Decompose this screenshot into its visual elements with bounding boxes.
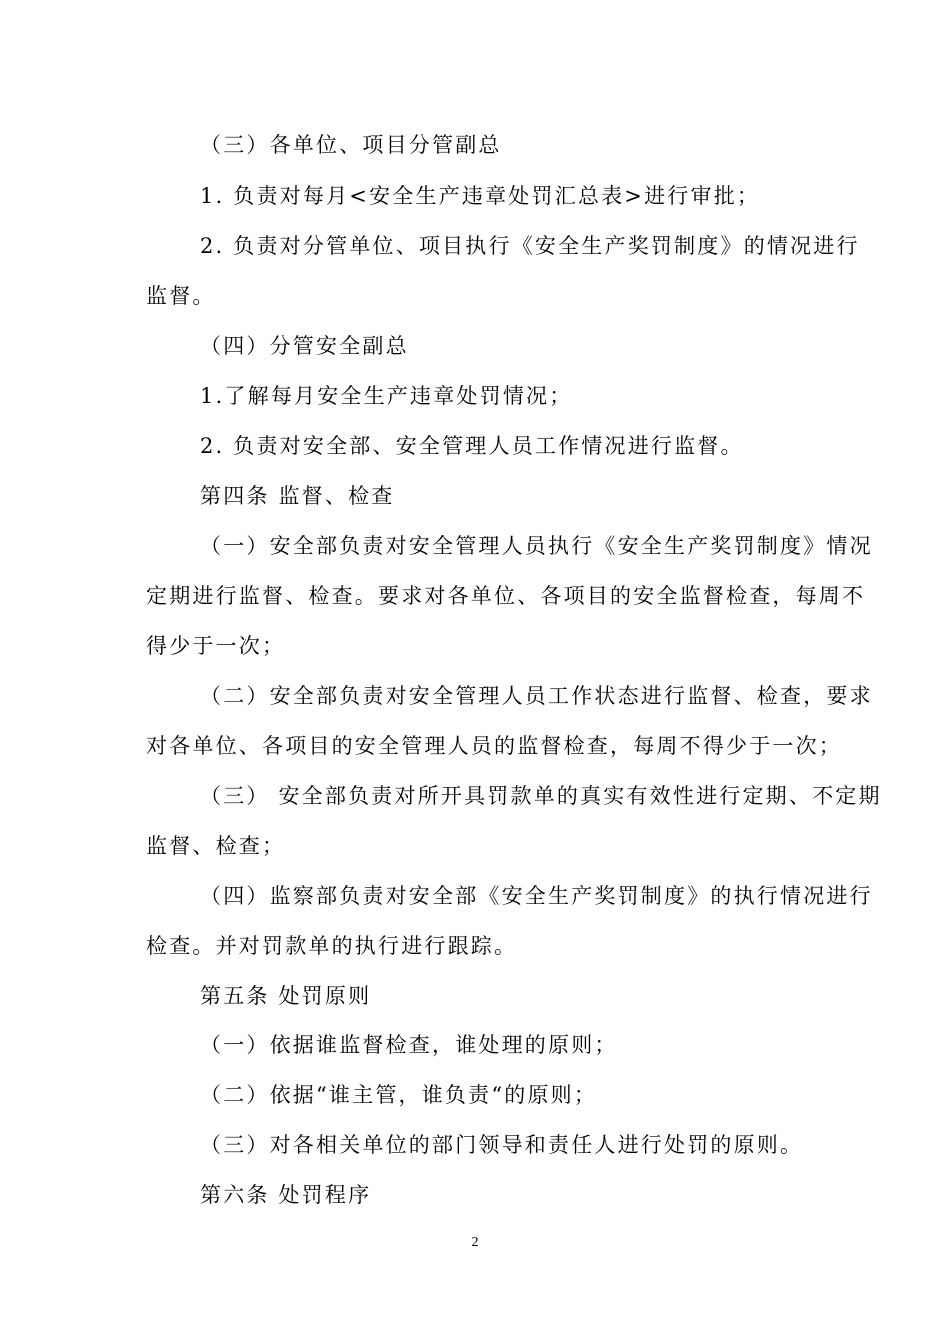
text-line: 2. 负责对分管单位、项目执行《安全生产奖罚制度》的情况进行	[200, 234, 860, 258]
article-heading: 第四条 监督、检查	[200, 484, 395, 508]
page-number: 2	[471, 1235, 479, 1250]
text-line: 2. 负责对安全部、安全管理人员工作情况进行监督。	[200, 434, 744, 458]
text-line: 定期进行监督、检查。要求对各单位、各项目的安全监督检查，每周不	[146, 584, 866, 608]
text-line: 检查。并对罚款单的执行进行跟踪。	[146, 934, 518, 958]
text-line: （一）依据谁监督检查，谁处理的原则；	[200, 1033, 618, 1057]
text-line: （二）安全部负责对安全管理人员工作状态进行监督、检查，要求	[200, 684, 873, 708]
text-line: （三）各单位、项目分管副总	[200, 133, 502, 157]
text-line: 监督。	[146, 284, 216, 308]
article-heading: 第六条 处罚程序	[200, 1183, 372, 1207]
text-line: 1. 负责对每月<安全生产违章处罚汇总表>进行审批；	[200, 184, 761, 208]
text-line: 对各单位、各项目的安全管理人员的监督检查，每周不得少于一次；	[146, 734, 842, 758]
text-line: 监督、检查；	[146, 834, 286, 858]
text-line: （三） 安全部负责对所开具罚款单的真实有效性进行定期、不定期	[200, 784, 882, 808]
text-line: （一）安全部负责对安全管理人员执行《安全生产奖罚制度》情况	[200, 534, 873, 558]
text-line: （二）依据“谁主管，谁负责“的原则；	[200, 1083, 598, 1107]
text-line: 1.了解每月安全生产违章处罚情况；	[200, 384, 573, 408]
text-line: 得少于一次；	[146, 634, 286, 658]
article-heading: 第五条 处罚原则	[200, 984, 372, 1008]
text-line: （四）监察部负责对安全部《安全生产奖罚制度》的执行情况进行	[200, 884, 873, 908]
text-line: （三）对各相关单位的部门领导和责任人进行处罚的原则。	[200, 1133, 804, 1157]
text-line: （四）分管安全副总	[200, 334, 409, 358]
